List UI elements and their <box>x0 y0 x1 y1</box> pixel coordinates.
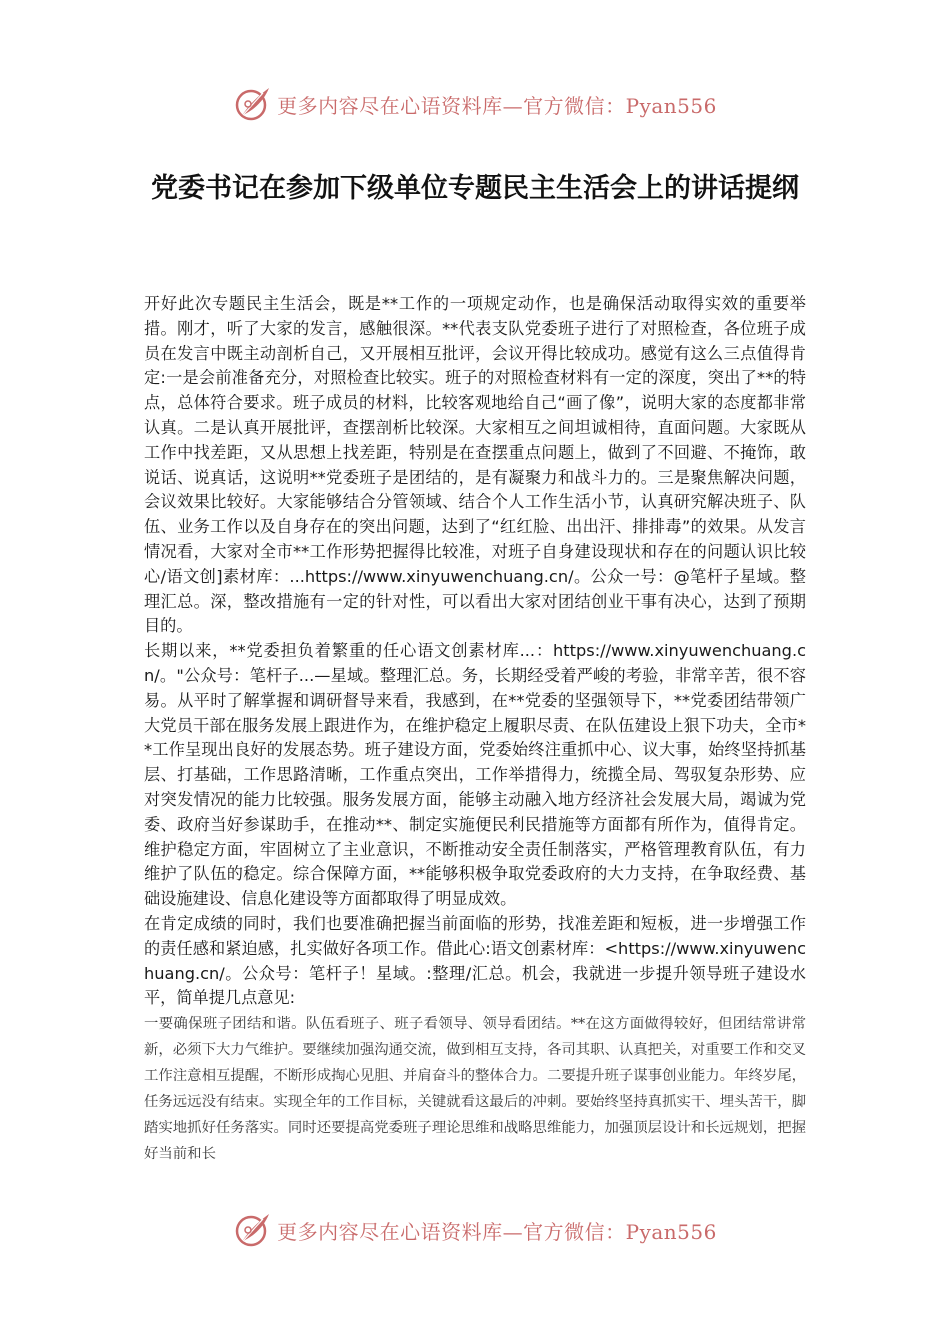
banner-text: 更多内容尽在心语资料库—官方微信：Pyan556 <box>277 1219 717 1244</box>
paragraph: 长期以来，**党委担负着繁重的任心语文创素材库...：https://www.xinyuwenchuang.cn/。"公众号：笔杆子...—星域。整理汇总。务，长期经受着严峻的考验，非常辛苦，很不容易。从平时了解掌握和调研督导来看，我感到，在**党委的坚强领导下，**党委团结带领广大党员干部在服务发展上跟进作为，在维护稳定上履职尽责、在队伍建设上狠下功夫，全市**工作呈现出良好的发展态势。班子建设方面，党委始终注重抓中心、议大事，始终坚持抓基层、打基础，工作思路清晰，工作重点突出，工作举措得力，统揽全局、驾驭复杂形势、应对突发情况的能力比较强。服务发展方面，能够主动融入地方经济社会发展大局，竭诚为党委、政府当好参谋助手，在推动**、制定实施便民利民措施等方面都有所作为，值得肯定。维护稳定方面，牢固树立了主业意识，不断推动安全责任制落实，严格管理教育队伍，有力维护了队伍的稳定。综合保障方面，**能够积极争取党委政府的大力支持，在争取经费、基础设施建设、信息化建设等方面都取得了明显成效。 <box>144 641 806 909</box>
paragraph: 在肯定成绩的同时，我们也要准确把握当前面临的形势，找准差距和短板，进一步增强工作的责任感和紧迫感，扎实做好各项工作。借此心:语文创素材库：<https://www.xinyuwenchuang.cn/。公众号：笔杆子！星域。:整理/汇总。机会，我就进一步提升领导班子建设水平，简单提几点意见: <box>144 913 806 1008</box>
paragraph: 一要确保班子团结和谐。队伍看班子、班子看领导、领导看团结。**在这方面做得较好，但团结常讲常新，必须下大力气维护。要继续加强沟通交流，做到相互支持，各司其职、认真把关，对重要工作和交叉工作注意相互提醒，不断形成掏心见胆、并肩奋斗的整体合力。二要提升班子谋事创业能力。年终岁尾，任务远远没有结束。实现全年的工作目标，关键就看这最后的冲刺。要始终坚持真抓实干、埋头苦干，脚踏实地抓好任务落实。同时还要提高党委班子理论思维和战略思维能力，加强顶层设计和长远规划，把握好当前和长 <box>144 1016 806 1163</box>
quill-pen-logo-icon <box>233 1210 273 1250</box>
banner-text: 更多内容尽在心语资料库—官方微信：Pyan556 <box>277 93 717 118</box>
document-title: 党委书记在参加下级单位专题民主生活会上的讲话提纲 <box>151 173 799 205</box>
quill-pen-logo-icon <box>233 84 273 124</box>
document-body <box>144 292 806 1167</box>
paragraph: 开好此次专题民主生活会，既是**工作的一项规定动作，也是确保活动取得实效的重要举措。刚才，听了大家的发言，感触很深。**代表支队党委班子进行了对照检查，各位班子成员在发言中既主动剖析自己，又开展相互批评，会议开得比较成功。感觉有这么三点值得肯定:一是会前准备充分，对照检查比较实。班子的对照检查材料有一定的深度，突出了**的特点，总体符合要求。班子成员的材料，比较客观地给自己“画了像”，说明大家的态度都非常认真。二是认真开展批评，查摆剖析比较深。大家相互之间坦诚相待，直面问题。大家既从工作中找差距，又从思想上找差距，特别是在查摆重点问题上，做到了不回避、不掩饰，敢说话、说真话，这说明**党委班子是团结的，是有凝聚力和战斗力的。三是聚焦解决问题，会议效果比较好。大家能够结合分管领域、结合个人工作生活小节，认真研究解决班子、队伍、业务工作以及自身存在的突出问题，达到了“红红脸、出出汗、排排毒”的效果。从发言情况看，大家对全市**工作形势把握得比较准，对班子自身建设现状和存在的问题认识比较心/语文创]素材库：...https://www.xinyuwenchuang.cn/。公众一号：@笔杆子星域。整理汇总。深，整改措施有一定的针对性，可以看出大家对团结创业干事有决心，达到了预期目的。 <box>144 294 806 636</box>
header-banner <box>0 84 950 124</box>
footer-banner <box>0 1210 950 1250</box>
